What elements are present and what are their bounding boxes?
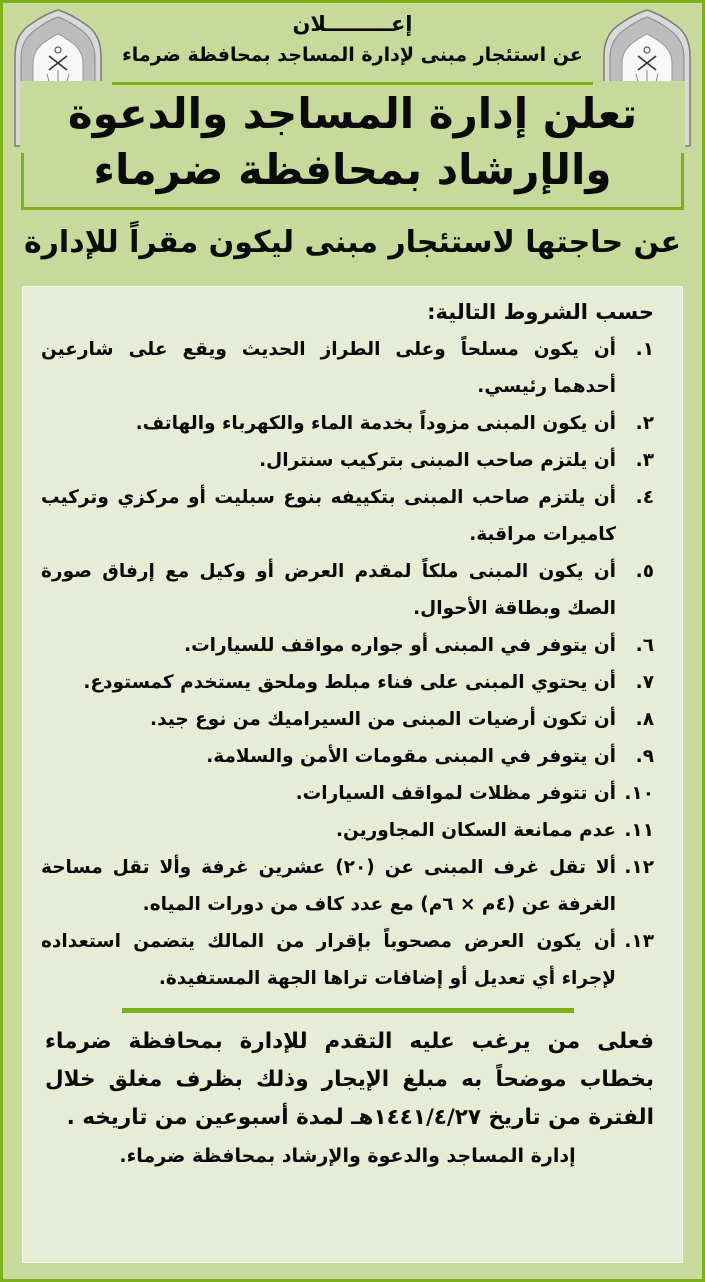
conditions-heading: حسب الشروط التالية:: [427, 300, 654, 324]
condition-item: ١١. عدم ممانعة السكان المجاورين.: [336, 820, 654, 841]
condition-item: ٨. أن تكون أرضيات المبنى من السيراميك من نوع جيد.: [150, 709, 654, 730]
conditions-list: [41, 331, 654, 997]
condition-item: ١٢. ألا تقل غرف المبنى عن (٢٠) عشرين غرفة وألا تقل مساحة الغرفة عن (٤م × ٦م) مع عدد كاف من دورات المياه.: [41, 857, 654, 915]
condition-item: ١. أن يكون مسلحاً وعلى الطراز الحديث ويقع على شارعين أحدهما رئيسي.: [41, 339, 654, 397]
main-title-line-2: والإرشاد بمحافظة ضرماء: [93, 145, 612, 194]
condition-item: ٤. أن يلتزم صاحب المبنى بتكييفه بنوع سبليت أو مركزي وتركيب كاميرات مراقبة.: [41, 487, 654, 545]
condition-item: ٣. أن يلتزم صاحب المبنى بتركيب سنترال.: [259, 450, 654, 471]
announcement-label: إعـــــــــلان: [292, 12, 413, 36]
condition-item: ٥. أن يكون المبنى ملكاً لمقدم العرض أو وكيل مع إرفاق صورة الصك وبطاقة الأحوال.: [41, 561, 654, 619]
condition-item: ٩. أن يتوفر في المبنى مقومات الأمن والسلامة.: [206, 746, 654, 767]
purpose-heading: عن حاجتها لاستئجار مبنى ليكون مقراً للإدارة: [23, 225, 682, 260]
condition-item: ٧. أن يحتوي المبنى على فناء مبلط وملحق يستخدم كمستودع.: [83, 672, 654, 693]
condition-item: ٦. أن يتوفر في المبنى أو جواره مواقف للسيارات.: [184, 635, 654, 656]
condition-item: ١٣. أن يكون العرض مصحوباً بإقرار من المالك يتضمن استعداده لإجراء أي تعديل أو إضافات تراها الجهة المستفيدة.: [41, 931, 654, 989]
announcement-subtitle: عن استئجار مبنى لإدارة المساجد بمحافظة ضرماء: [122, 44, 583, 66]
announcement-header: [115, 9, 590, 85]
conditions-panel: [22, 286, 683, 1263]
condition-item: ١٠. أن تتوفر مظلات لمواقف السيارات.: [295, 783, 654, 804]
signature: إدارة المساجد والدعوة والإرشاد بمحافظة ضرماء.: [119, 1145, 576, 1167]
closing-paragraph: فعلى من يرغب عليه التقدم للإدارة بمحافظة ضرماء بخطاب موضحاً به مبلغ الإيجار وذلك بظرف مغلق خلال الفترة من تاريخ ١٤٤١/٤/٢٧هـ لمدة أسبوعين من تاريخه .: [45, 1029, 654, 1130]
main-title: [21, 86, 684, 198]
section-divider: [122, 1008, 574, 1013]
main-title-line-1: تعلن إدارة المساجد والدعوة: [67, 89, 638, 138]
condition-item: ٢. أن يكون المبنى مزوداً بخدمة الماء والكهرباء والهاتف.: [135, 413, 654, 434]
